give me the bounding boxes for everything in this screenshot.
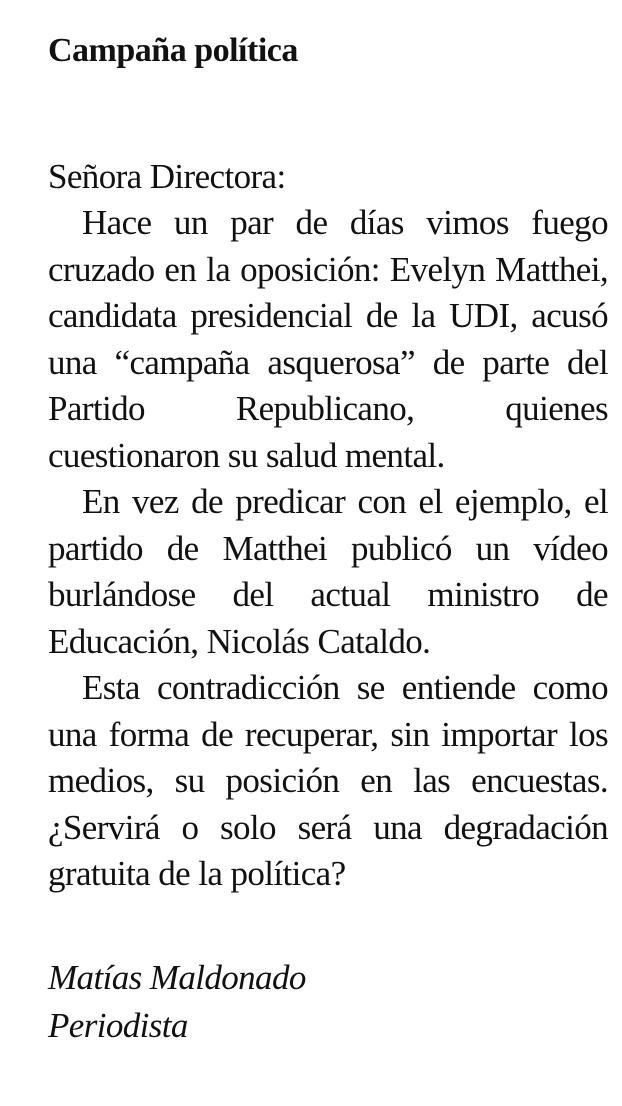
- letter-paragraph-1: Hace un par de días vimos fuego cruzado en la oposición: Evelyn Matthei, candidata presidencial de la UDI, acusó una “campaña asquerosa” de parte del Partido Republicano, quienes cuestionaron su salud mental.: [48, 203, 608, 475]
- salutation: Señora Directora:: [48, 157, 286, 196]
- signature-block: [48, 954, 608, 1050]
- letter-paragraph-3: Esta contradicción se entiende como una forma de recuperar, sin importar los medios, su posición en las encuestas. ¿Servirá o solo será una degradación gratuita de la política?: [48, 668, 608, 893]
- letter-to-editor: [48, 28, 608, 1050]
- author-role: Periodista: [48, 1005, 188, 1045]
- letter-title: Campaña política: [48, 32, 298, 69]
- author-name: Matías Maldonado: [48, 957, 306, 997]
- letter-paragraph-2: En vez de predicar con el ejemplo, el partido de Matthei publicó un vídeo burlándose del actual ministro de Educación, Nicolás Cataldo.: [48, 482, 608, 661]
